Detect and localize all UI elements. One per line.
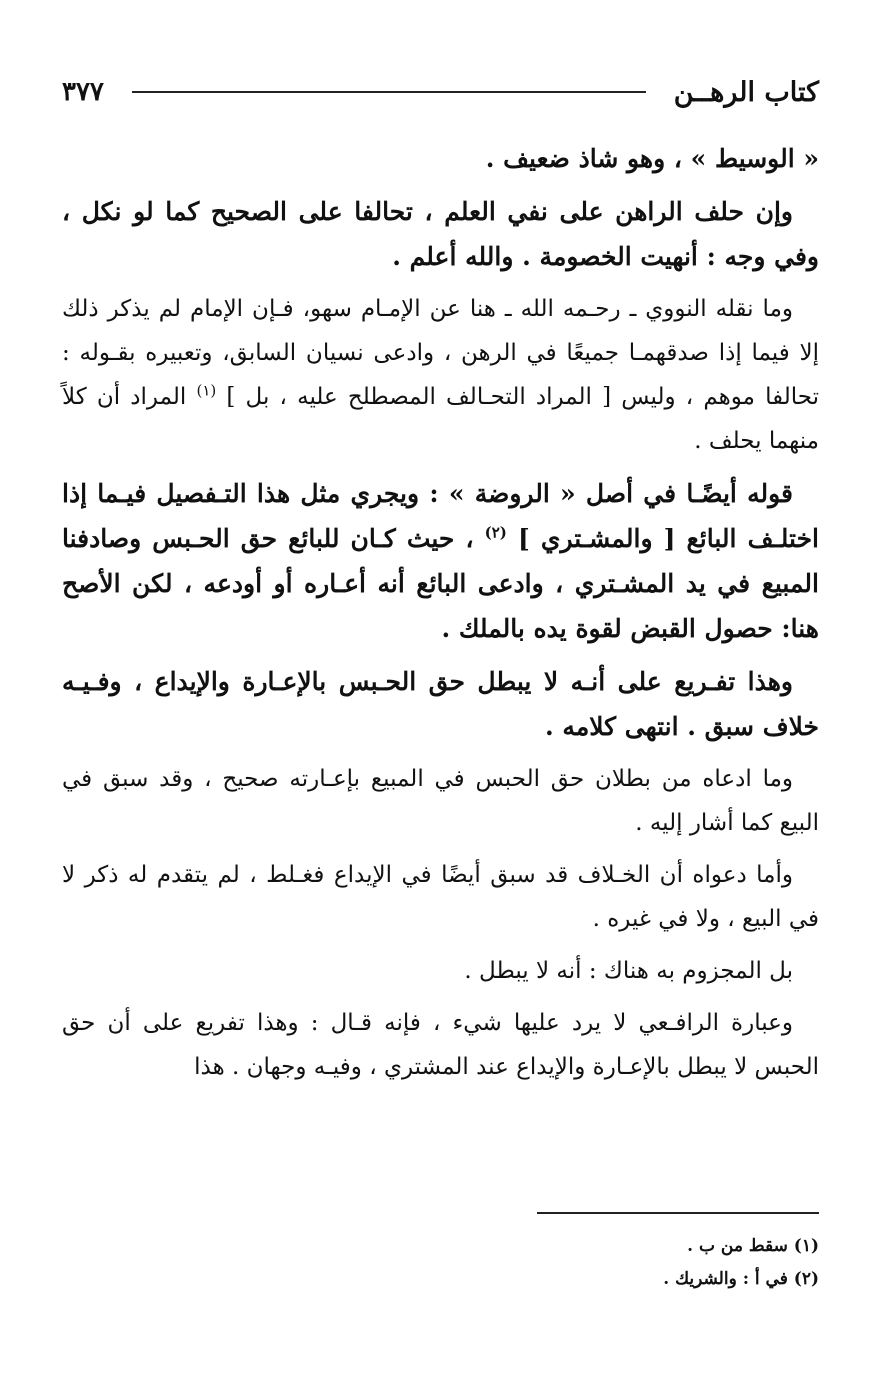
running-header: [62, 70, 819, 114]
chapter-title: كتاب الرهــن: [673, 76, 819, 108]
footnote-ref: (١): [196, 381, 217, 400]
paragraph: [62, 287, 819, 463]
header-rule: [132, 91, 646, 93]
paragraph: وأما دعواه أن الخـلاف قد سبق أيضًا في الإيداع فغـلط ، لم يتقدم له ذكر لا في البيع ، ولا في غيره .: [62, 862, 819, 932]
footnote-ref: (٢): [484, 523, 507, 542]
book-page: [62, 70, 819, 1355]
paragraph-text: المراد أن كلاً منهما يحلف .: [62, 384, 819, 454]
footnote: (١) سقط من ب .: [687, 1236, 819, 1256]
paragraph: بل المجزوم به هناك : أنه لا يبطل .: [464, 958, 793, 984]
paragraph-text: ، حيث كـان للبائع حق الحـبس وصادفنا المبيع في يد المشـتري ، وادعى البائع أنه أعـاره أو أودعه ، لكن الأصح هنا: حصول القبض لقوة يده بالملك .: [62, 524, 819, 643]
footnotes: [62, 1230, 819, 1296]
page-number: ٣٧٧: [62, 77, 104, 107]
paragraph: « الوسيط » ، وهو شاذ ضعيف .: [485, 144, 819, 173]
paragraph-text: وما نقله النووي ـ رحـمه الله ـ هنا عن الإمـام سهو، فـإن الإمام لم يذكر ذلك إلا فيما إذا صدقهمـا جميعًا في الرهن ، وادعى نسيان السابق، وتعبيره بقـوله : تحالفا موهم ، وليس [ المراد التحـالف المصطلح عليه ، بل ]: [62, 296, 820, 410]
paragraph: [62, 471, 819, 651]
paragraph: وهذا تفـريع على أنـه لا يبطل حق الحـبس بالإعـارة والإيداع ، وفـيـه خلاف سبق . انتهى كلامه .: [62, 667, 819, 741]
paragraph: وما ادعاه من بطلان حق الحبس في المبيع بإعـارته صحيح ، وقد سبق في البيع كما أشار إليه .: [62, 766, 819, 836]
footnote: (٢) في أ : والشريك .: [663, 1269, 819, 1289]
paragraph-text: قوله أيضًـا في أصل « الروضة » : ويجري مثل هذا التـفصيل فيـما إذا اختلـف البائع [ والمشـتري ]: [62, 479, 819, 553]
footnote-separator: [537, 1212, 819, 1214]
paragraph: وعبارة الرافـعي لا يرد عليها شيء ، فإنه قـال : وهذا تفريع على أن حق الحبس لا يبطل بالإعـارة والإيداع عند المشتري ، وفيـه وجهان . هذا: [62, 1010, 819, 1080]
page-body: [62, 136, 819, 1089]
paragraph: وإن حلف الراهن على نفي العلم ، تحالفا على الصحيح كما لو نكل ، وفي وجه : أنهيت الخصومة . والله أعلم .: [62, 197, 819, 271]
